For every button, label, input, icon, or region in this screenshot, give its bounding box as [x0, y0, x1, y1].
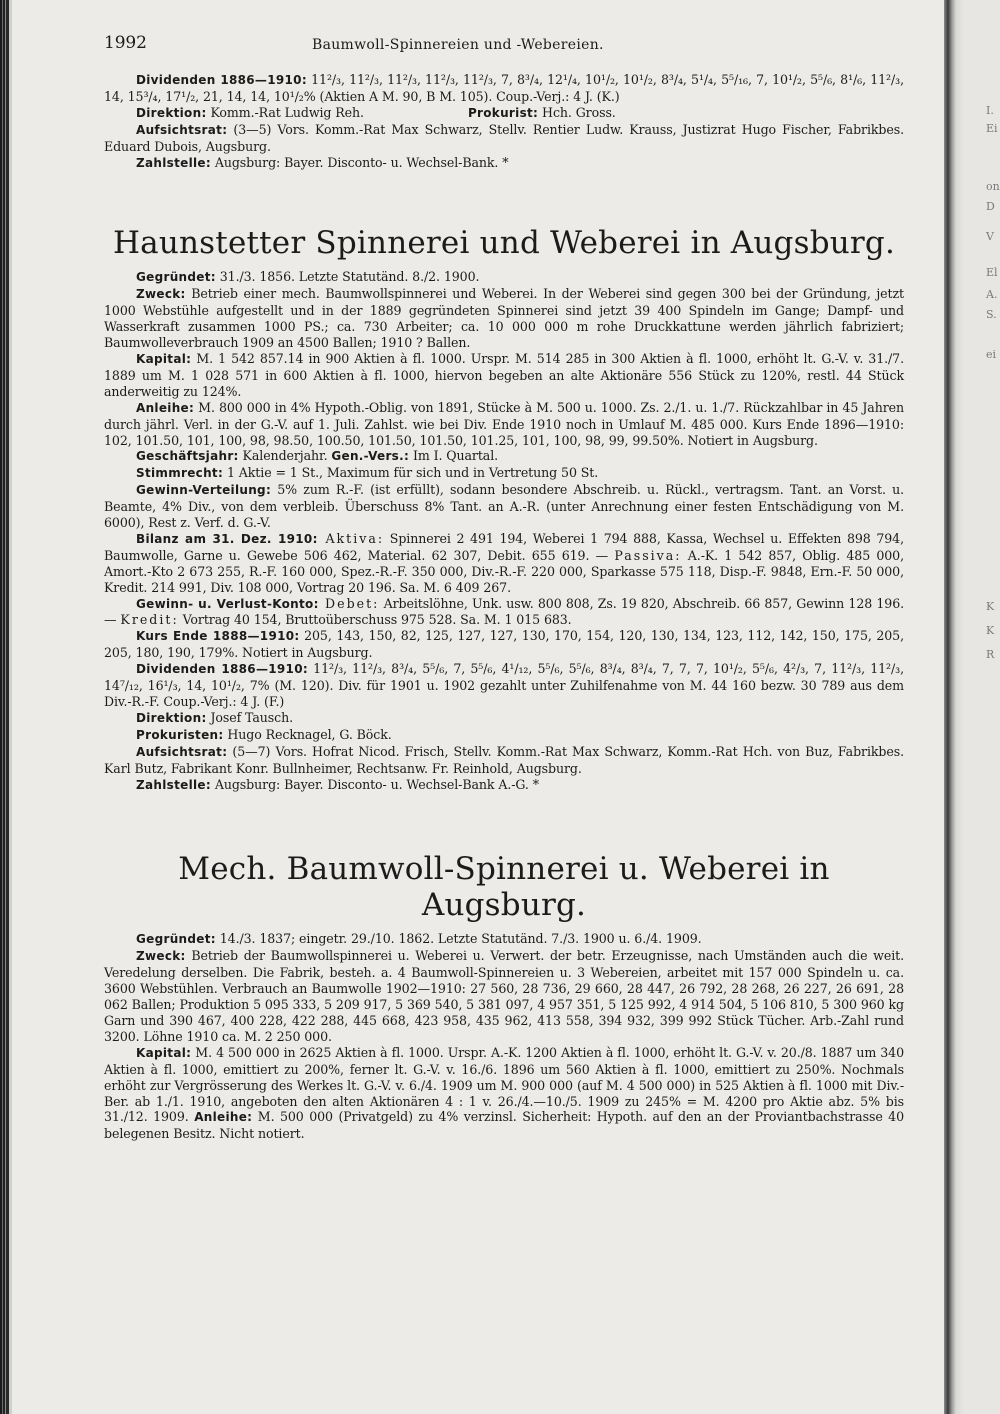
capital: Kapital: M. 4 500 000 in 2625 Aktien à fl. 1000. Urspr. A.-K. 1200 Aktien à fl. 1000, erhöht lt. G.-V. v. 20./8. 1887 um 340 Aktien à fl. 1000, emittiert zu 200%, ferner lt. G.-V. v. 16./6. 1896 um 560 Aktien à fl. 1000, emittiert zu 250%. Nochmals erhöht zur Vergrösserung des Werkes lt. G.-V. v. 6./4. 1909 um M. 900 000 (auf M. 4 500 000) in 525 Aktien à fl. 1000 mit Div.-Ber. ab 1./1. 1910, angeboten den alten Aktionären 4 : 1 v. 26./4.—10./5. 1909 zu 245% = M. 4200 pro Aktie abz. 5% bis 31./12. 1909. Anleihe: M. 500 000 (Privatgeld) zu 4% verzinsl. Sicherheit: Hypoth. auf den an der Proviantbachstrasse 40 belegenen Besitz. Nicht notiert. [104, 1044, 905, 1142]
profit-distribution: Gewinn-Verteilung: 5% zum R.-F. (ist erfüllt), sodann besondere Abschreib. u. Rückl., vertragsm. Tant. an Vorst. u. Beamte, 4% Div., von dem verbleib. Überschuss 8% Tant. an A.-R. (unter Anrechnung einer festen Entschädigung von M. 6000), Rest z. Verf. d. G.-V. [104, 482, 904, 531]
bond: Anleihe: M. 800 000 in 4% Hypoth.-Oblig. von 1891, Stücke à M. 500 u. 1000. Zs. 2./1. u. 1./7. Rückzahlbar in 45 Jahren durch jährl. Verl. in der G.-V. auf 1. Juli. Zahlst. wie bei Div. Ende 1910 noch in Umlauf M. 485 000. Kurs Ende 1896—1910: 102, 101.50, 101, 100, 98, 98.50, 100.50, 101.50, 101.50, 101.25, 101, 100, 98, 99, 99.50%. Notiert in Augsburg. [104, 399, 904, 448]
purpose: Zweck: Betrieb der Baumwollspinnerei u. Weberei u. Verwert. der betr. Erzeugnisse, nach Umständen auch die weit. Veredelung derselben. Die Fabrik, besteh. a. 4 Baumwoll-Spinnereien u. 3 Webereien, arbeitet mit 157 000 Spindeln u. ca. 3600 Webstühlen. Verbrauch an Baumwolle 1902—1910: 27 560, 28 736, 29 660, 28 447, 26 792, 28 268, 26 227, 26 691, 28 062 Ballen; Produktion 5 095 333, 5 209 917, 5 369 540, 5 381 097, 4 957 351, 5 125 992, 4 914 504, 5 106 810, 5 300 960 kg Garn und 390 467, 400 228, 422 288, 445 668, 423 958, 435 962, 413 558, 394 932, 399 992 Stück Tücher. Arb.-Zahl rund 3200. Löhne 1910 ca. M. 2 250 000. [104, 948, 904, 1044]
margin-glyph: K [986, 624, 995, 637]
balance-sheet: Bilanz am 31. Dez. 1910: Aktiva: Spinnerei 2 491 194, Weberei 1 794 888, Kassa, Wechsel u. Effekten 898 794, Baumwolle, Garne u. Gewebe 506 462, Material. 62 307, Debit. 655 619. — Passiva: A.-K. 1 542 857, Oblig. 485 000, Amort.-Kto 2 673 255, R.-F. 160 000, Spez.-R.-F. 350 000, Div.-R.-F. 220 000, Sparkasse 575 118, Disp.-F. 9848, Ern.-F. 50 000, Kredit. 214 991, Div. 108 000, Vortrag 20 196. Sa. M. 6 409 267. [104, 530, 904, 595]
prev-direction: Direktion: Komm.-Rat Ludwig Reh. Prokurist: Hch. Gross. [136, 104, 616, 120]
margin-glyph: R [986, 648, 995, 661]
margin-glyph: ei [986, 348, 997, 361]
share-prices: Kurs Ende 1888—1910: 205, 143, 150, 82, 125, 127, 127, 130, 170, 154, 120, 130, 134, 123, 112, 142, 150, 175, 205, 205, 180, 190, 179%. Notiert in Augsburg. [104, 628, 904, 661]
dividends: Dividenden 1886—1910: 11²/₃, 11²/₃, 8³/₄, 5⁵/₆, 7, 5⁵/₆, 4¹/₁₂, 5⁵/₆, 5⁵/₆, 8³/₄, 8³/₄, 7, 7, 7, 10¹/₂, 5⁵/₆, 4²/₃, 7, 11²/₃, 11²/₃, 14⁷/₁₂, 16¹/₃, 14, 10¹/₂, 7% (M. 120). Div. für 1901 u. 1902 gezahlt unter Zuhilfenahme von M. 44 160 bezw. 30 789 aus dem Div.-R.-F. Coup.-Verj.: 4 J. (F.) [104, 661, 904, 709]
prev-paying-agent: Zahlstelle: Augsburg: Bayer. Disconto- u. Wechsel-Bank. * [136, 154, 509, 170]
margin-glyph: El [986, 266, 998, 279]
adjacent-page-fragments [984, 0, 1000, 1414]
profit-loss-account: Gewinn- u. Verlust-Konto: Debet: Arbeitslöhne, Unk. usw. 800 808, Zs. 19 820, Abschreib. 66 857, Gewinn 128 196. — Kredit: Vortrag 40 154, Bruttoüberschuss 975 528. Sa. M. 1 015 683. [104, 595, 905, 628]
prev-board: Aufsichtsrat: (3—5) Vors. Komm.-Rat Max Schwarz, Stellv. Rentier Ludw. Krauss, Justizrat Hugo Fischer, Fabrikbes. Eduard Dubois, Augsburg. [104, 121, 904, 154]
capital: Kapital: M. 1 542 857.14 in 900 Aktien à fl. 1000. Urspr. M. 514 285 in 300 Aktien à fl. 1000, erhöht lt. G.-V. v. 31./7. 1889 um M. 1 028 571 in 600 Aktien à fl. 1000, hiervon begeben an alte Aktionäre 556 Stück zu 120%, restl. 44 Stück anderweitig zu 124%. [104, 350, 904, 399]
company-title-mech-baumwoll: Mech. Baumwoll-Spinnerei u. Weberei in Augsburg. [178, 851, 830, 924]
fiscal-year: Geschäftsjahr: Kalenderjahr. Gen.-Vers.: Im I. Quartal. [136, 448, 499, 464]
margin-glyph: S. [986, 308, 997, 321]
paying-agent: Zahlstelle: Augsburg: Bayer. Disconto- u. Wechsel-Bank A.-G. * [136, 776, 539, 792]
founded: Gegründet: 14./3. 1837; eingetr. 29./10. 1862. Letzte Statutänd. 7./3. 1900 u. 6./4. 1909. [136, 931, 702, 947]
company-title-haunstetter: Haunstetter Spinnerei und Weberei in Augsburg. [112, 225, 896, 262]
entry-mech-baumwoll [104, 931, 904, 1142]
margin-glyph: Ei [986, 122, 998, 135]
voting-rights: Stimmrecht: 1 Aktie = 1 St., Maximum für sich und in Vertretung 50 St. [136, 465, 599, 481]
page-body [104, 30, 904, 1142]
margin-glyph: D [986, 200, 995, 213]
prev-entry-continuation [104, 72, 904, 171]
running-header [104, 30, 904, 52]
direction: Direktion: Josef Tausch. [136, 709, 294, 725]
scan-edge-left [0, 0, 12, 1414]
proxies: Prokuristen: Hugo Recknagel, G. Böck. [136, 726, 392, 742]
page-number: 1992 [104, 33, 147, 53]
entry-haunstetter [104, 269, 904, 793]
supervisory-board: Aufsichtsrat: (5—7) Vors. Hofrat Nicod. Frisch, Stellv. Komm.-Rat Max Schwarz, Komm.-Rat Hch. von Buz, Fabrikbes. Karl Butz, Fabrikant Konr. Bullnheimer, Rechtsanw. Fr. Reinhold, Augsburg. [104, 743, 904, 776]
margin-glyph: A. [986, 288, 998, 301]
margin-glyph: K [986, 600, 995, 613]
purpose: Zweck: Betrieb einer mech. Baumwollspinnerei und Weberei. In der Weberei sind gegen 300 bei der Gründung, jetzt 1000 Webstühle aufgestellt und in der 1889 gegründeten Spinnerei sind jetzt 39 400 Spindeln im Gange; Dampf- und Wasserkraft zusammen 1000 PS.; ca. 730 Arbeiter; ca. 10 000 000 m rohe Druckkattune werden jährlich fabriziert; Baumwolleverbrauch 1909 an 4500 Ballen; 1910 ? Ballen. [104, 286, 904, 351]
running-title: Baumwoll-Spinnereien und -Webereien. [312, 37, 604, 53]
margin-glyph: V [986, 230, 994, 243]
prev-dividends: Dividenden 1886—1910: 11²/₃, 11²/₃, 11²/₃, 11²/₃, 11²/₃, 7, 8³/₄, 12¹/₄, 10¹/₂, 10¹/₂, 8³/₄, 5¹/₄, 5⁵/₁₆, 7, 10¹/₂, 5⁵/₆, 8¹/₆, 11²/₃, 14, 15³/₄, 17¹/₂, 21, 14, 14, 10¹/₂% (Aktien A M. 90, B M. 105). Coup.-Verj.: 4 J. (K.) [104, 72, 904, 104]
founded: Gegründet: 31./3. 1856. Letzte Statutänd. 8./2. 1900. [136, 269, 480, 285]
margin-glyph: on [986, 180, 1000, 193]
margin-glyph: I. [986, 104, 994, 117]
